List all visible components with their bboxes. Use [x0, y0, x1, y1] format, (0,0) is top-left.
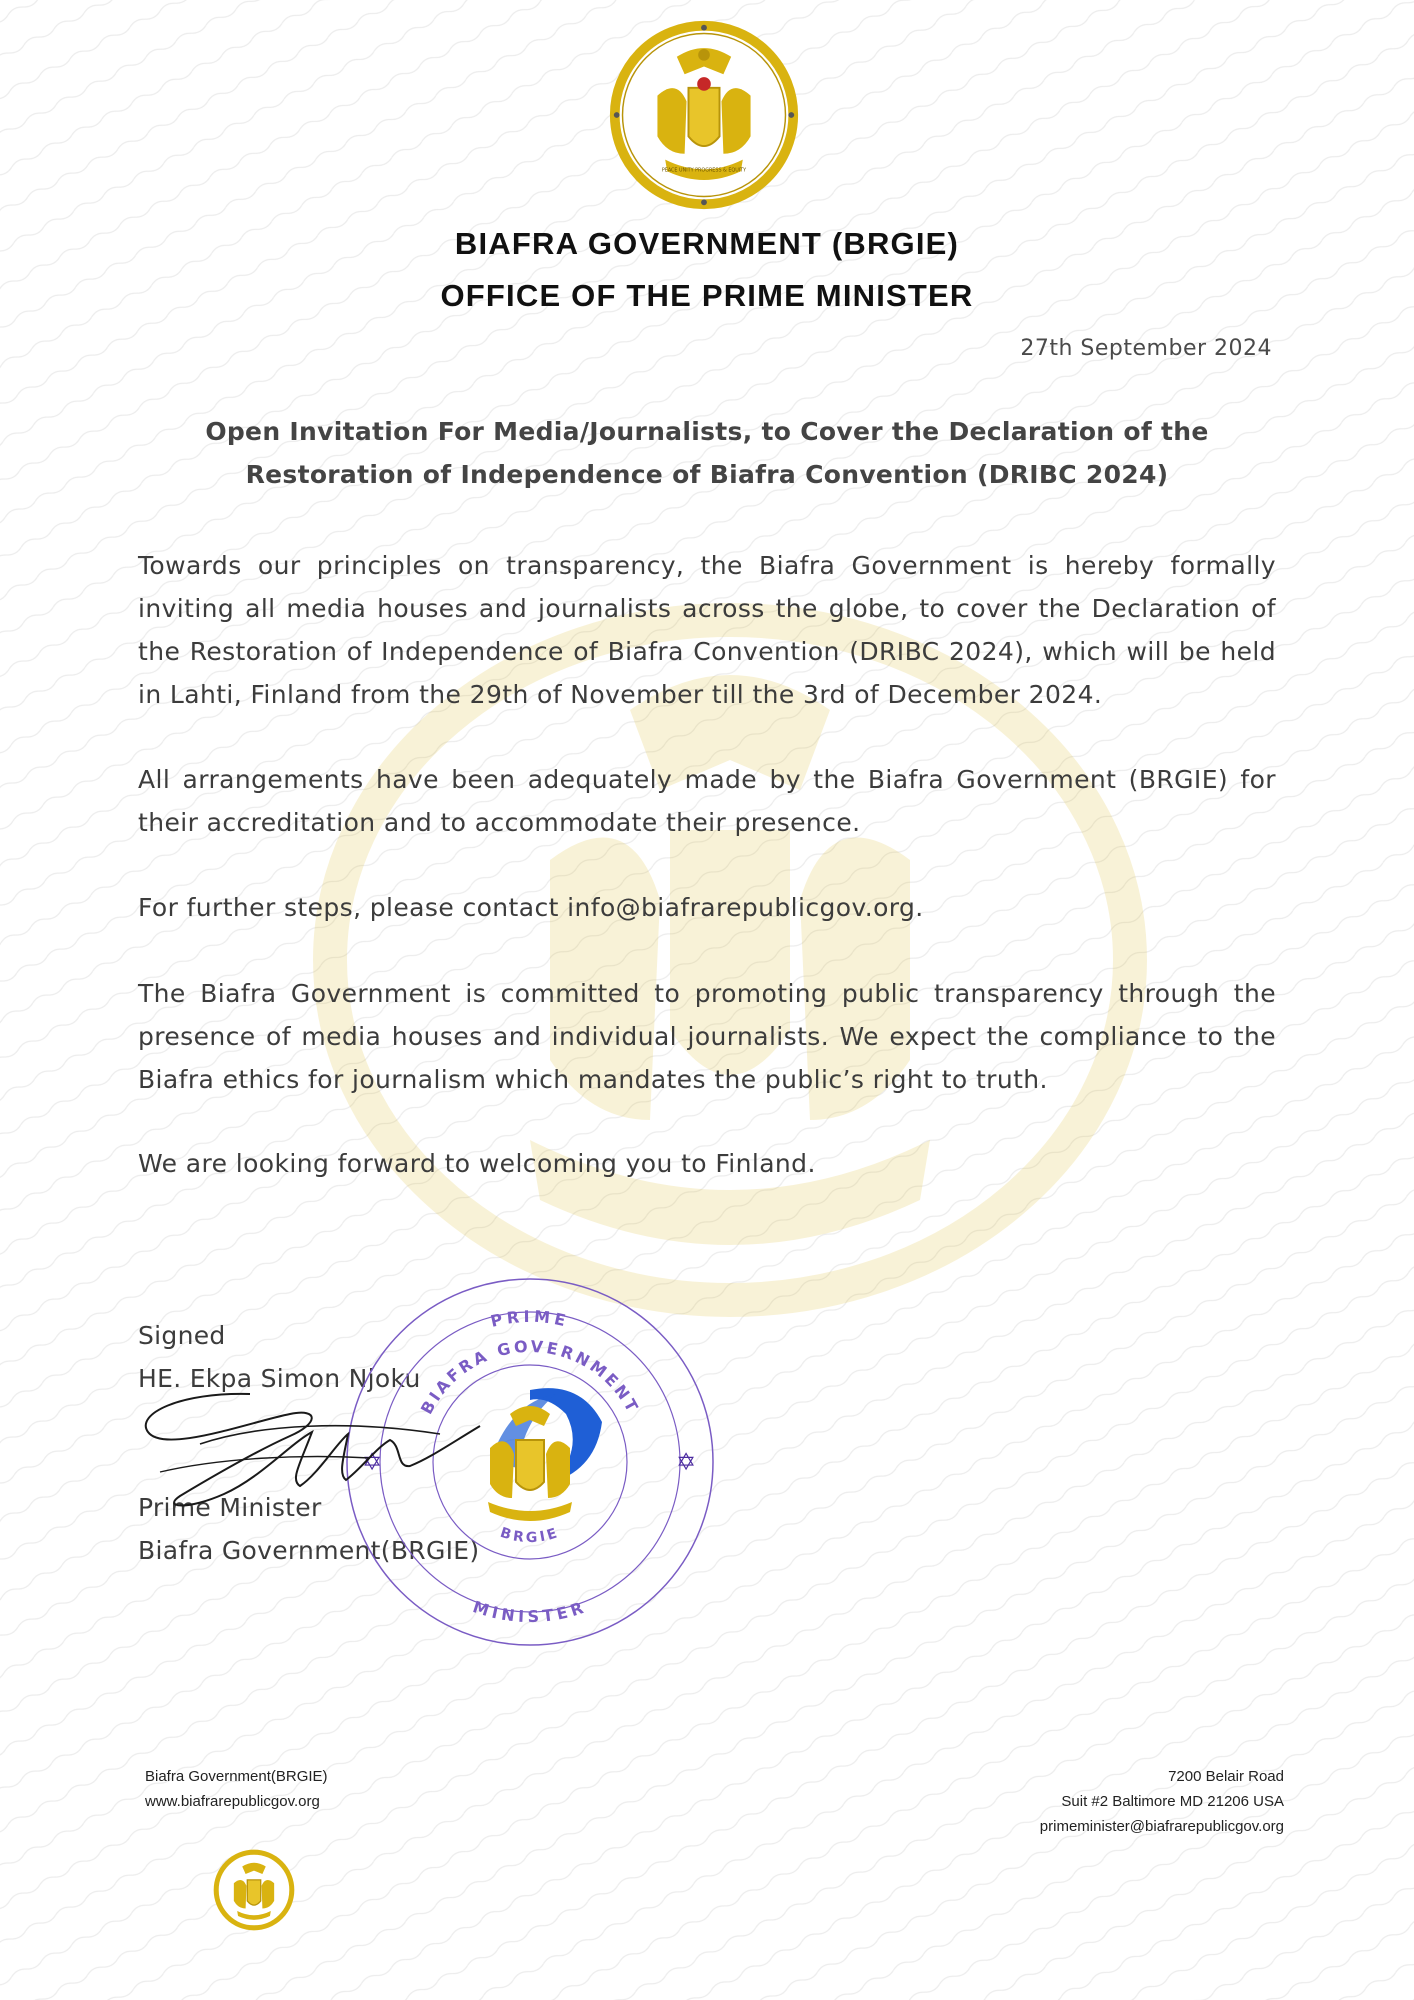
footer-organization: Biafra Government(BRGIE) — [145, 1768, 328, 1785]
letter-date: 27th September 2024 — [1020, 336, 1272, 361]
coat-of-arms-logo — [607, 18, 801, 212]
signatory-title: Prime Minister — [138, 1493, 322, 1522]
footer-street: 7200 Belair Road — [1168, 1768, 1284, 1785]
closing-paragraph: We are looking forward to welcoming you to Finland. — [138, 1149, 816, 1178]
seal-motto: PEACE UNITY PROGRESS & EQUITY — [661, 167, 747, 174]
footer-left — [145, 1764, 328, 1814]
stamp-bottom-text: MINISTER — [470, 1597, 590, 1627]
signatory-name: HE. Ekpa Simon Njoku — [138, 1364, 421, 1393]
letter-subject: Open Invitation For Media/Journalists, to Cover the Declaration of the Restoration of Independence of Biafra Convention (DRIBC 2024) — [205, 417, 1209, 489]
contact-paragraph: For further steps, please contact info@biafrarepublicgov.org. — [138, 893, 924, 922]
government-title: BIAFRA GOVERNMENT (BRGIE) — [454, 226, 960, 261]
footer-coat-of-arms-icon — [212, 1848, 296, 1932]
svg-text:BRGIE — [498, 1525, 562, 1546]
signatory-organization: Biafra Government(BRGIE) — [138, 1536, 480, 1565]
stamp-inner-bottom-text: BRGIE — [498, 1524, 562, 1547]
signed-label: Signed — [138, 1321, 226, 1350]
body-paragraph: Towards our principles on transparency, the Biafra Government is hereby formally inviting all media houses and journalists across the globe, to cover the Declaration of the Restoration of Independence of Biafra Convention (DRIBC 2024), which will be held in Lahti, Finland from the 29th of November till the 3rd of December 2024. — [138, 551, 1276, 709]
star-icon: ✡ — [676, 1448, 697, 1476]
body-paragraph: All arrangements have been adequately made by the Biafra Government (BRGIE) for their accreditation and to accommodate their presence. — [138, 765, 1276, 837]
svg-text:PRIME — [489, 1307, 571, 1331]
body-paragraph: The Biafra Government is committed to promoting public transparency through the presence of media houses and individual journalists. We expect the compliance to the Biafra ethics for journalism which mandates the public’s right to truth. — [138, 979, 1276, 1094]
stamp-top-text: PRIME — [488, 1306, 572, 1331]
star-icon: ✡ — [362, 1448, 383, 1476]
footer-city: Suit #2 Baltimore MD 21206 USA — [1061, 1793, 1284, 1810]
footer-website-link[interactable]: www.biafrarepublicgov.org — [145, 1793, 320, 1810]
footer-address — [1040, 1764, 1284, 1839]
footer-email-link[interactable]: primeminister@biafrarepublicgov.org — [1039, 1818, 1284, 1835]
office-title: OFFICE OF THE PRIME MINISTER — [440, 278, 974, 313]
stamp-arc-text: BIAFRA GOVERNMENT — [416, 1336, 644, 1418]
handwritten-signature — [140, 1384, 500, 1514]
svg-text:MINISTER — [471, 1597, 590, 1626]
